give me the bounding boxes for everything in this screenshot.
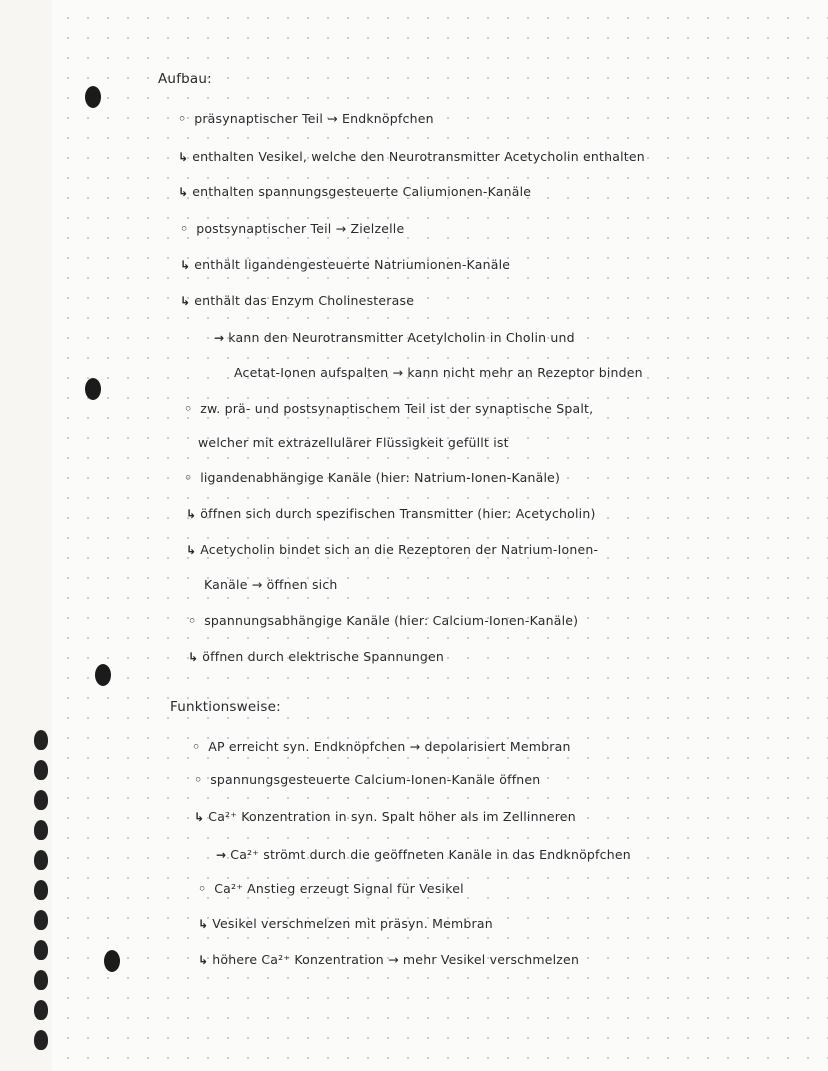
circle-bullet-icon: ◦ [192, 739, 201, 754]
circle-bullet-icon: ◦ [178, 111, 187, 126]
note-line [194, 771, 540, 789]
hook-arrow-icon: ↳ [194, 810, 205, 824]
note-line [214, 329, 575, 347]
note-line [178, 110, 434, 128]
note-text: welcher mit extrazellulärer Flüssigkeit gefüllt ist [198, 435, 509, 450]
section-heading-aufbau: Aufbau: [158, 71, 212, 87]
note-text: präsynaptischer Teil → Endknöpfchen [194, 111, 434, 126]
note-text: kann den Neurotransmitter Acetylcholin in Cholin und [228, 330, 575, 345]
hook-arrow-icon: ↳ [180, 294, 191, 308]
note-line [194, 808, 576, 826]
note-text: AP erreicht syn. Endknöpfchen → depolarisiert Membran [208, 739, 571, 754]
note-line [184, 400, 593, 418]
hook-arrow-icon: ↳ [198, 953, 209, 967]
hook-arrow-icon: ↳ [180, 258, 191, 272]
circle-bullet-icon: ◦ [180, 221, 189, 236]
note-line [216, 846, 631, 864]
note-text: enthalten spannungsgesteuerte Caliumionen-Kanäle [192, 184, 532, 199]
note-line [178, 183, 531, 201]
punch-hole [85, 378, 101, 400]
hook-arrow-icon: ↳ [178, 185, 189, 199]
note-line [180, 220, 404, 238]
circle-bullet-icon: ◦ [194, 772, 203, 787]
note-text: Ca²⁺ Anstieg erzeugt Signal für Vesikel [214, 881, 464, 896]
note-text: Vesikel verschmelzen mit präsyn. Membran [212, 916, 493, 931]
note-line [234, 364, 643, 382]
hook-arrow-icon: ↳ [178, 150, 189, 164]
note-text: Ca²⁺ strömt durch die geöffneten Kanäle in das Endknöpfchen [230, 847, 631, 862]
note-text: enthält ligandengesteuerte Natriumionen-Kanäle [194, 257, 511, 272]
hook-arrow-icon: ↳ [186, 507, 197, 521]
note-text: öffnen durch elektrische Spannungen [202, 649, 445, 664]
note-line [198, 915, 493, 933]
note-line [178, 148, 645, 166]
note-text: öffnen sich durch spezifischen Transmitter (hier: Acetycholin) [200, 506, 596, 521]
note-line [198, 951, 579, 969]
hook-arrow-icon: ↳ [188, 650, 199, 664]
note-line [186, 505, 596, 523]
note-text: höhere Ca²⁺ Konzentration → mehr Vesikel verschmelzen [212, 952, 580, 967]
note-line [192, 738, 571, 756]
note-line [180, 292, 414, 310]
note-line [204, 576, 338, 594]
hook-arrow-icon: ↳ [198, 917, 209, 931]
note-text: ligandenabhängige Kanäle (hier: Natrium-Ionen-Kanäle) [200, 470, 561, 485]
right-arrow-icon: → [214, 331, 225, 345]
circle-bullet-icon: ◦ [184, 401, 193, 416]
note-line [198, 880, 464, 898]
note-line [198, 434, 509, 452]
note-text: Acetycholin bindet sich an die Rezeptoren der Natrium-Ionen- [200, 542, 599, 557]
circle-bullet-icon: ◦ [184, 470, 193, 485]
note-text: zw. prä- und postsynaptischem Teil ist der synaptische Spalt, [200, 401, 594, 416]
note-text: spannungsabhängige Kanäle (hier: Calcium-Ionen-Kanäle) [204, 613, 579, 628]
hook-arrow-icon: ↳ [186, 543, 197, 557]
punch-hole [95, 664, 111, 686]
note-text: spannungsgesteuerte Calcium-Ionen-Kanäle öffnen [210, 772, 541, 787]
note-text: Kanäle → öffnen sich [204, 577, 338, 592]
circle-bullet-icon: ◦ [198, 881, 207, 896]
section-heading-funktionsweise: Funktionsweise: [170, 699, 281, 715]
note-text: Ca²⁺ Konzentration in syn. Spalt höher als im Zellinneren [208, 809, 576, 824]
note-line [186, 541, 598, 559]
punch-hole [85, 86, 101, 108]
note-line [184, 469, 560, 487]
note-text: enthalten Vesikel, welche den Neurotransmitter Acetycholin enthalten [192, 149, 645, 164]
punch-hole [104, 950, 120, 972]
note-text: Acetat-Ionen aufspalten → kann nicht mehr an Rezeptor binden [234, 365, 643, 380]
right-arrow-icon: → [216, 848, 227, 862]
note-line [180, 256, 510, 274]
note-text: enthält das Enzym Cholinesterase [194, 293, 415, 308]
circle-bullet-icon: ◦ [188, 613, 197, 628]
note-text: postsynaptischer Teil → Zielzelle [196, 221, 405, 236]
note-line [188, 648, 444, 666]
note-line [188, 612, 578, 630]
